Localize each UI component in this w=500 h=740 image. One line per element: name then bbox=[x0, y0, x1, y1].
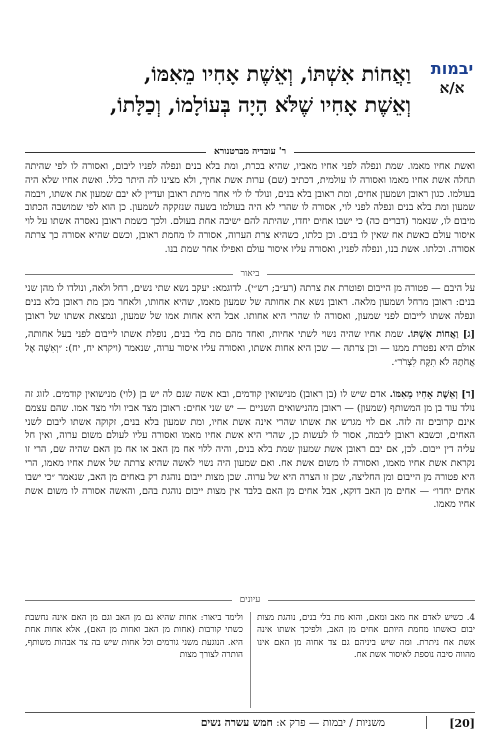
column-divider bbox=[250, 612, 251, 708]
footer-separator bbox=[426, 716, 427, 729]
mishna-header bbox=[25, 60, 475, 135]
bartenura-title: ר' עובדיה מברטנורא bbox=[0, 146, 500, 157]
notes-columns bbox=[25, 612, 475, 710]
mishna-line-1: וַאֲחוֹת אִשְׁתּוֹ, וְאֵשֶׁת אָחִיו מֵאִמּוֹ, bbox=[144, 61, 411, 86]
tractate-name: יבמות bbox=[430, 59, 474, 78]
page-footer bbox=[25, 712, 475, 735]
beur-intro: על היבם — פטורה מן הייבום ופוטרת את צרתה (רע״ב; רש״י). לדוגמא: יעקב נשא שתי נשים, רחל ולאה, ונולדו לו מהן שני בנים: ראובן מרחל ושמעון מלאה. ראובן נשא את אחותה של שמעון מאמו, שהיא אחותו, ולאחר מכן מת ראובן בלא בנים ונפלה אשתו לייבום לפני שמעון, ואסורה לו שהרי היא אחותו. אבל היא אחות אמו של שמעון, ונמצאת אשתו של ראובן bbox=[25, 283, 475, 322]
beur-paragraph-sister-of-wife: [ג] וַאֲחוֹת אִשְׁתּוֹ. שמת אחיו שהיה נשוי לשתי אחיות, ואחד מהם מת בלי בנים, נופלת אשתו לייבום לפני בעל אחותה, אולם היא נפטרת ממנו — וכן צרתה — שכן היא אחות אשתו, ואסורה עליו איסור ערוה, שנאמר (ויקרא יח, יח): ״וְאִשָּׁה אֶל אֲחֹתָהּ לֹא תִקָּח לִצְרֹר״. bbox=[25, 329, 475, 368]
page-number: [20] bbox=[449, 717, 475, 730]
chapter-reference: א/א bbox=[439, 79, 465, 97]
notes-title: עיונים bbox=[0, 594, 500, 605]
notes-right-column: 4. כשיש לאדם אח מאב ומאם, והוא מת בלי בנים, נוהגת מצות יבום כאשתו מחמת היותם אחים מן האב, ולפיכך אשתו אינה אשת אח ניתרת. ומה שיש ביניהם גם צד אחוה מן האם אינו מהווה סיבה נוספת לאיסור אשת אח. bbox=[257, 613, 475, 661]
paragraph-lead: [ג] וַאֲחוֹת אִשְׁתּוֹ. bbox=[407, 329, 475, 340]
mishna-line-2: וְאֵשֶׁת אָחִיו שֶׁלֹּא הָיָה בְּעוֹלָמוֹ, וְכַלָּתוֹ, bbox=[109, 92, 411, 117]
bartenura-commentary: ואשת אחיו מאמו. שמת ונפלה לפני אחיו מאביו, שהיא בכרת, ומת בלא בנים ונפלה לפניו ליבום, ואסורה לו לפי שהיתה תחלה אשת אחיו מאמו ואסורה לו עולמית, דכתיב (שם) ערות אשת אחיך, ולא מצינו לה היתר כלל. ואשת אחיו שלא היה בעולמו. כגון ראובן ושמעון אחים, ומת ראובן בלא בנים, ונולד לו לוי אחר מיתת ראובן ועדיין לא יבם שמעון את אשתו, ויבמה שמעון ומת בלא בנים ונפלה לפני לוי, אסורה לו שהרי לא היה בעולמו בשעה שנזקקה לשמעון. כן הוא לפי שמושבה הכתוב מיבום לו, שנאמר (דברים כה) כי ישבו אחים יחדו, שהיתה להם ישיבה אחת בעולם. ולכך כשמת ראובן נאסרה אשתו על לוי איסור עולם כאשת אח שאין לו בנים. וכן כלתו, כשהיא צרת הערוה, אסורה לו מחמת ראובן, וכשם שהיא אסורה כך צרתה אסורה. וכלתו. אשת בנו, ונפלה לפניו, ואסורה עליו איסור עולם ואפילו אחר שמת בנו. bbox=[25, 161, 475, 255]
beur-paragraph-brother-wife: [ד] וְאֵשֶׁת אָחִיו מֵאִמּוֹ. אדם שיש לו (בן ראובן) מנישואין קודמים, ובא אשה שגם לה יש בן (לוי) מנישואין קודמים. לזוג זה נולד עוד בן מן המשותף (שמעון) — ראובן מהנישואים השניים — יש שני אחים: ראובן מצד אביו ולוי מצד אמו. שהם עצמם אינם קרובים זה לזה. אם לוי מגרש את אשתו שהרי אינה אשת אחיו, ומת שמעון בלא בנים, זקוקה אשתו ליבום לשני האחים, וכשבא ראובן ליבמה, אסור לו לעשות כן, שהרי היא אשת אחיו מאמו ואסורה עליו לעולם משום ערוה, ואין חל עליה דין ייבום. לכן, אם יבם ראובן אשת שמעון שמת בלא בנים, והיה ללוי אח מן האב או אח מן האם שהיה שם, הרי זו נקראת אשת אחיו מאמו, ואסורה לו משום אשת אח. ואם שמעון היה נשוי לאשה שהיא צרתה של אשת אחיו מאמו, הרי היא פטורה מן הייבום ומן החליצה, שכן זו הצרה היא של ערוה. שכן מצות ייבום נוהגת רק באחים מן האב, שנאמר ״כי ישבו אחים יחדו״ — אחים מן האב דוקא, אבל אחים מן האם בלבד אין מצות ייבום נוהגת בהם, והאשה אסורה לו משום אשת אחיו מאמו. bbox=[25, 389, 475, 511]
beur-title: ביאור bbox=[0, 268, 500, 279]
notes-left-column: ולימד ביאור: אחות שהיא גם מן האב וגם מן האם אינה נחשבת כשתי קורבות (אחות מן האב ואחות מן האם), אלא אחות אחת היא. הנוגעת משני גורמים וכל אחות שיש בה צד אבהות משותף, הותרה לצורך מצות bbox=[25, 613, 243, 661]
tractate-label bbox=[429, 60, 475, 98]
running-title: משניות / יבמות — פרק א: חמש עשרה נשים bbox=[200, 717, 385, 729]
mishna-text bbox=[25, 58, 411, 120]
paragraph-lead: [ד] וְאֵשֶׁת אָחִיו מֵאִמּוֹ. bbox=[389, 389, 475, 400]
